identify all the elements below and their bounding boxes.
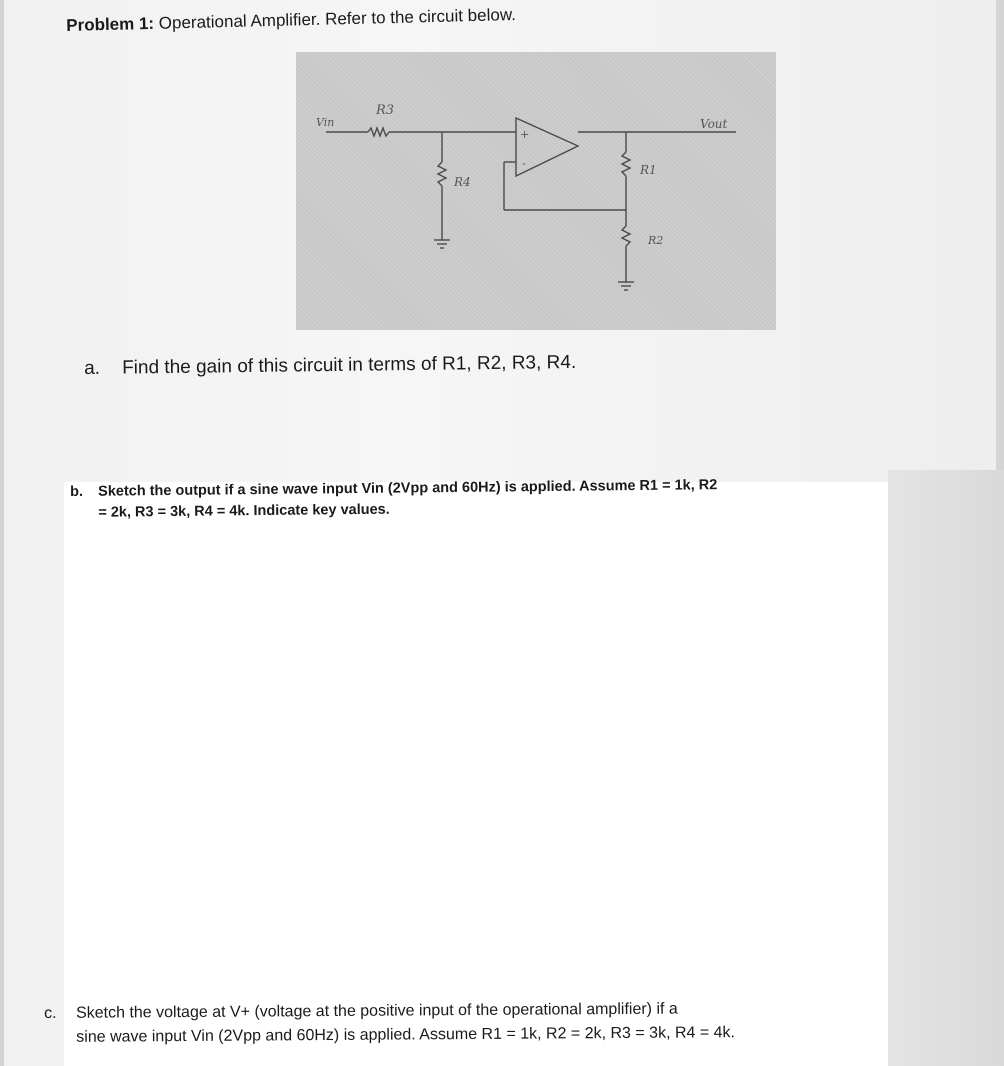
question-c [44, 996, 874, 1050]
label-vin: Vin [316, 116, 335, 129]
problem-label: Problem 1: [66, 13, 155, 35]
label-minus: - [522, 157, 526, 170]
label-r2: R2 [648, 234, 664, 247]
background-shadow [888, 470, 1004, 1066]
label-r1: R1 [640, 163, 657, 177]
question-b-label: b. [70, 483, 84, 500]
question-b-line1: Sketch the output if a sine wave input Vin (2Vpp and 60Hz) is applied. Assume R1 = 1k, R2 [98, 477, 718, 500]
question-a-text: Find the gain of this circuit in terms of R1, R2, R3, R4. [121, 351, 577, 379]
problem-heading: Operational Amplifier. Refer to the circuit below. [158, 5, 517, 33]
resistor-r1 [622, 152, 630, 176]
question-b-line2: = 2k, R3 = 3k, R4 = 4k. Indicate key values. [98, 501, 390, 521]
resistor-r4 [438, 162, 446, 186]
question-b [70, 474, 860, 524]
question-c-line1: Sketch the voltage at V+ (voltage at the positive input of the operational amplifier) if a [76, 1000, 678, 1022]
label-plus: + [520, 128, 530, 141]
resistor-r2 [622, 226, 630, 246]
resistor-r3 [368, 128, 389, 136]
label-r3: R3 [376, 103, 395, 118]
label-r4: R4 [454, 175, 471, 189]
circuit-schematic [296, 52, 776, 330]
question-c-line2: sine wave input Vin (2Vpp and 60Hz) is applied. Assume R1 = 1k, R2 = 2k, R3 = 3k, R4 = 4k. [76, 1024, 736, 1046]
question-a-label: a. [84, 357, 101, 379]
answer-area [64, 482, 888, 1066]
question-c-label: c. [44, 1004, 57, 1022]
label-vout: Vout [700, 117, 728, 131]
circuit-diagram [296, 52, 776, 330]
